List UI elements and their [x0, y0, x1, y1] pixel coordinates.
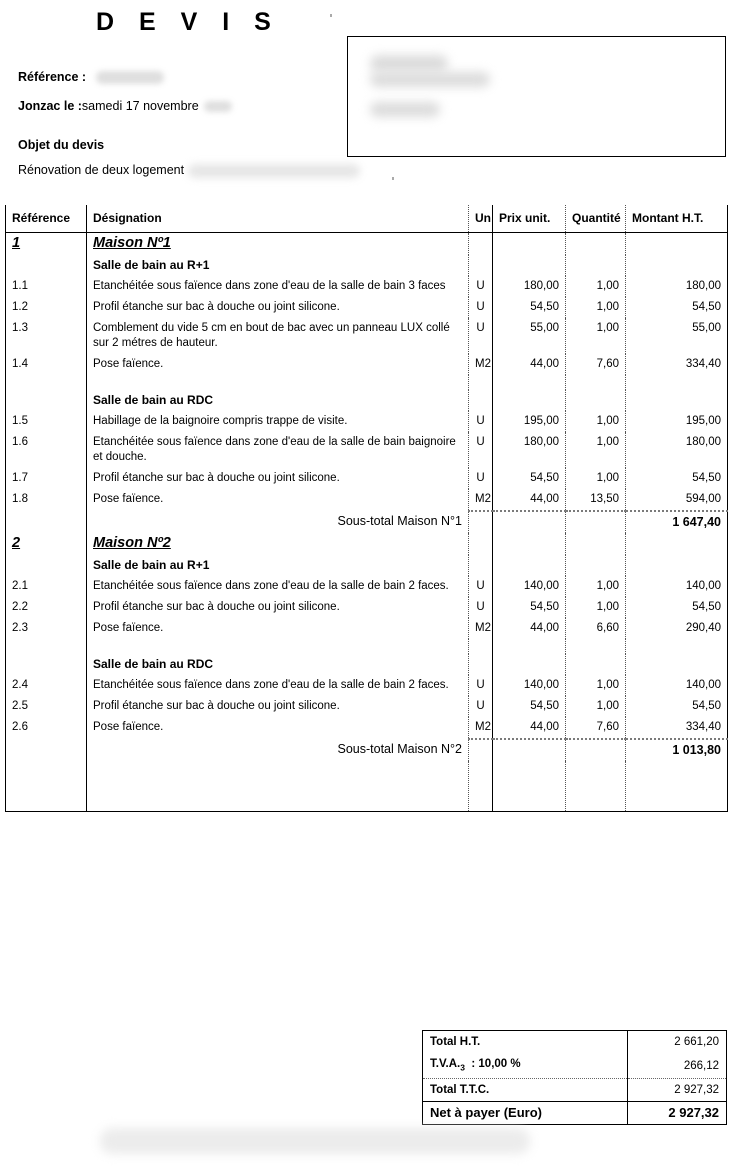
item-unit: M2: [469, 717, 493, 739]
stray-mark-top: [330, 14, 332, 17]
item-reference: 1.7: [6, 468, 87, 489]
totals-box: [422, 1030, 727, 1125]
totals-table: [423, 1031, 726, 1124]
table-row: [6, 675, 728, 696]
spacer-amount: [626, 375, 728, 390]
item-designation: Profil étanche sur bac à douche ou joint silicone.: [87, 597, 469, 618]
item-reference: 2.1: [6, 576, 87, 597]
item-amount: 54,50: [626, 597, 728, 618]
group-heading-row: [6, 555, 728, 576]
stray-mark-mid: [392, 177, 394, 180]
section-price: [493, 233, 566, 256]
subtotal-value: 1 647,40: [626, 511, 728, 533]
table-tail-row: [6, 761, 728, 812]
item-designation: Etanchéitée sous faïence dans zone d'eau de la salle de bain baignoire et douche.: [87, 432, 469, 468]
subtotal-ref: [6, 511, 87, 533]
tva-label-rate: : 10,00 %: [471, 1058, 521, 1070]
col-header-amount: Montant H.T.: [626, 205, 728, 233]
item-quantity: 1,00: [566, 297, 626, 318]
item-unit: M2: [469, 354, 493, 375]
section-amount: [626, 533, 728, 555]
section-name: Maison Nº1: [93, 235, 171, 251]
table-row: [6, 618, 728, 639]
item-reference: 1.5: [6, 411, 87, 432]
item-designation: Pose faïence.: [87, 354, 469, 375]
item-unit-price: 54,50: [493, 297, 566, 318]
subtotal-row: [6, 511, 728, 533]
section-number-cell: [6, 233, 87, 256]
item-unit: U: [469, 468, 493, 489]
total-ttc-label: Total T.T.C.: [423, 1079, 627, 1102]
item-amount: 334,40: [626, 354, 728, 375]
table-row: [6, 696, 728, 717]
group-unit: [469, 654, 493, 675]
table-header-row: [6, 205, 728, 233]
item-amount: 594,00: [626, 489, 728, 511]
net-to-pay-value: 2 927,32: [627, 1102, 726, 1125]
table-row: [6, 276, 728, 297]
subtotal-price: [493, 511, 566, 533]
section-row: [6, 233, 728, 256]
net-to-pay-row: [423, 1102, 726, 1125]
item-unit-price: 44,00: [493, 354, 566, 375]
group-amount: [626, 255, 728, 276]
item-unit: U: [469, 597, 493, 618]
table-row: [6, 597, 728, 618]
group-heading-ref: [6, 255, 87, 276]
group-qty: [566, 390, 626, 411]
address-box: [347, 36, 726, 157]
item-reference: 1.8: [6, 489, 87, 511]
item-amount: 54,50: [626, 468, 728, 489]
tva-value: 266,12: [627, 1053, 726, 1079]
item-reference: 1.3: [6, 318, 87, 354]
section-amount: [626, 233, 728, 256]
address-redaction-1: [370, 55, 448, 72]
item-unit: U: [469, 576, 493, 597]
group-qty: [566, 555, 626, 576]
item-unit-price: 54,50: [493, 468, 566, 489]
section-number: 2: [12, 535, 21, 551]
item-reference: 2.4: [6, 675, 87, 696]
spacer-price: [493, 375, 566, 390]
item-quantity: 1,00: [566, 468, 626, 489]
section-name-cell: [87, 533, 469, 555]
section-row: [6, 533, 728, 555]
total-ttc-row: [423, 1079, 726, 1102]
spacer-des: [87, 375, 469, 390]
object-text-line: [18, 163, 360, 178]
item-unit: M2: [469, 489, 493, 511]
item-quantity: 1,00: [566, 318, 626, 354]
group-price: [493, 555, 566, 576]
group-price: [493, 255, 566, 276]
item-designation: Etanchéitée sous faïence dans zone d'eau de la salle de bain 3 faces: [87, 276, 469, 297]
tail-amount: [626, 761, 728, 812]
item-quantity: 7,60: [566, 354, 626, 375]
section-number-cell: [6, 533, 87, 555]
table-row: [6, 411, 728, 432]
address-redaction-2: [370, 72, 490, 87]
item-unit: U: [469, 318, 493, 354]
item-amount: 195,00: [626, 411, 728, 432]
total-ttc-value: 2 927,32: [627, 1079, 726, 1102]
subtotal-unit: [469, 739, 493, 761]
col-header-unit-price: Prix unit.: [493, 205, 566, 233]
item-unit: M2: [469, 618, 493, 639]
table-row: [6, 717, 728, 739]
item-amount: 140,00: [626, 675, 728, 696]
group-unit: [469, 555, 493, 576]
table-row: [6, 576, 728, 597]
item-designation: Profil étanche sur bac à douche ou joint silicone.: [87, 297, 469, 318]
item-quantity: 1,00: [566, 432, 626, 468]
item-quantity: 1,00: [566, 675, 626, 696]
group-heading-label: Salle de bain au R+1: [87, 255, 469, 276]
table-header: [6, 205, 728, 233]
group-heading-row: [6, 390, 728, 411]
reference-line: [18, 70, 164, 84]
table-row: [6, 468, 728, 489]
address-redaction-3: [370, 102, 440, 117]
spacer-ref: [6, 375, 87, 390]
item-reference: 1.1: [6, 276, 87, 297]
item-designation: Habillage de la baignoire compris trappe de visite.: [87, 411, 469, 432]
item-unit-price: 54,50: [493, 597, 566, 618]
footer-redaction: [100, 1128, 530, 1154]
item-amount: 55,00: [626, 318, 728, 354]
item-unit-price: 140,00: [493, 576, 566, 597]
section-qty: [566, 233, 626, 256]
page-title: D E V I S: [96, 8, 280, 36]
total-ht-label: Total H.T.: [430, 1036, 481, 1048]
group-heading-ref: [6, 555, 87, 576]
group-heading-ref: [6, 390, 87, 411]
item-reference: 2.3: [6, 618, 87, 639]
col-header-reference: Référence: [6, 205, 87, 233]
total-ht-value: 2 661,20: [627, 1031, 726, 1053]
item-designation: Etanchéitée sous faïence dans zone d'eau de la salle de bain 2 faces.: [87, 675, 469, 696]
group-qty: [566, 654, 626, 675]
section-number: 1: [12, 235, 21, 251]
section-unit: [469, 533, 493, 555]
object-redacted-value: [188, 164, 360, 178]
spacer-price: [493, 639, 566, 654]
subtotal-label: Sous-total Maison N°2: [87, 739, 469, 761]
item-unit-price: 55,00: [493, 318, 566, 354]
item-amount: 290,40: [626, 618, 728, 639]
subtotal-ref: [6, 739, 87, 761]
reference-label: Référence :: [18, 70, 87, 84]
table-row: [6, 318, 728, 354]
group-unit: [469, 255, 493, 276]
tva-label: [423, 1053, 627, 1079]
item-reference: 1.6: [6, 432, 87, 468]
net-to-pay-label: Net à payer (Euro): [423, 1102, 627, 1125]
reference-redacted-value: [96, 71, 164, 84]
item-quantity: 6,60: [566, 618, 626, 639]
item-reference: 2.5: [6, 696, 87, 717]
spacer-unit: [469, 375, 493, 390]
group-amount: [626, 390, 728, 411]
item-designation: Pose faïence.: [87, 618, 469, 639]
item-unit-price: 195,00: [493, 411, 566, 432]
tail-price: [493, 761, 566, 812]
item-reference: 1.4: [6, 354, 87, 375]
subtotal-price: [493, 739, 566, 761]
item-designation: Comblement du vide 5 cm en bout de bac avec un panneau LUX collé sur 2 métres de hauteur.: [87, 318, 469, 354]
spacer-qty: [566, 639, 626, 654]
col-header-unit: Un: [469, 205, 493, 233]
tail-des: [87, 761, 469, 812]
group-unit: [469, 390, 493, 411]
spacer-amount: [626, 639, 728, 654]
tail-qty: [566, 761, 626, 812]
item-reference: 2.2: [6, 597, 87, 618]
item-reference: 1.2: [6, 297, 87, 318]
item-designation: Pose faïence.: [87, 717, 469, 739]
subtotal-unit: [469, 511, 493, 533]
section-price: [493, 533, 566, 555]
row-spacer: [6, 375, 728, 390]
item-unit-price: 140,00: [493, 675, 566, 696]
group-amount: [626, 555, 728, 576]
spacer-unit: [469, 639, 493, 654]
item-amount: 54,50: [626, 297, 728, 318]
date-line: [18, 99, 232, 113]
item-unit-price: 180,00: [493, 276, 566, 297]
spacer-qty: [566, 375, 626, 390]
item-unit-price: 44,00: [493, 618, 566, 639]
tail-unit: [469, 761, 493, 812]
group-qty: [566, 255, 626, 276]
group-heading-label: Salle de bain au RDC: [87, 390, 469, 411]
row-spacer: [6, 639, 728, 654]
object-text: Rénovation de deux logement: [18, 163, 185, 177]
tva-row: [423, 1053, 726, 1079]
item-reference: 2.6: [6, 717, 87, 739]
group-price: [493, 390, 566, 411]
subtotal-label: Sous-total Maison N°1: [87, 511, 469, 533]
section-name: Maison Nº2: [93, 535, 171, 551]
section-name-cell: [87, 233, 469, 256]
item-unit-price: 54,50: [493, 696, 566, 717]
item-designation: Etanchéitée sous faïence dans zone d'eau de la salle de bain 2 faces.: [87, 576, 469, 597]
item-amount: 54,50: [626, 696, 728, 717]
item-unit: U: [469, 675, 493, 696]
item-unit: U: [469, 276, 493, 297]
city-label: Jonzac le :: [18, 99, 82, 113]
item-designation: Profil étanche sur bac à douche ou joint silicone.: [87, 468, 469, 489]
col-header-quantity: Quantité: [566, 205, 626, 233]
item-amount: 334,40: [626, 717, 728, 739]
section-qty: [566, 533, 626, 555]
items-table: [5, 205, 728, 812]
subtotal-value: 1 013,80: [626, 739, 728, 761]
table-row: [6, 432, 728, 468]
subtotal-qty: [566, 739, 626, 761]
spacer-ref: [6, 639, 87, 654]
subtotal-row: [6, 739, 728, 761]
item-designation: Pose faïence.: [87, 489, 469, 511]
total-ht-row: [423, 1031, 726, 1053]
section-unit: [469, 233, 493, 256]
group-amount: [626, 654, 728, 675]
item-unit: U: [469, 696, 493, 717]
item-unit: U: [469, 297, 493, 318]
item-quantity: 1,00: [566, 696, 626, 717]
item-unit-price: 44,00: [493, 717, 566, 739]
group-heading-row: [6, 654, 728, 675]
item-unit: U: [469, 432, 493, 468]
table-body: [6, 233, 728, 812]
group-heading-row: [6, 255, 728, 276]
item-unit-price: 180,00: [493, 432, 566, 468]
item-unit: U: [469, 411, 493, 432]
item-designation: Profil étanche sur bac à douche ou joint silicone.: [87, 696, 469, 717]
item-quantity: 1,00: [566, 411, 626, 432]
object-label: Objet du devis: [18, 138, 105, 152]
subtotal-qty: [566, 511, 626, 533]
tva-label-main: T.V.A.: [430, 1058, 461, 1070]
group-heading-label: Salle de bain au R+1: [87, 555, 469, 576]
item-quantity: 1,00: [566, 597, 626, 618]
tail-ref: [6, 761, 87, 812]
item-quantity: 13,50: [566, 489, 626, 511]
item-quantity: 1,00: [566, 576, 626, 597]
item-unit-price: 44,00: [493, 489, 566, 511]
year-redacted-value: [204, 101, 232, 112]
table-row: [6, 489, 728, 511]
tva-label-sub: 3: [460, 1062, 465, 1073]
table-row: [6, 297, 728, 318]
group-heading-ref: [6, 654, 87, 675]
group-price: [493, 654, 566, 675]
item-amount: 180,00: [626, 276, 728, 297]
table-row: [6, 354, 728, 375]
group-heading-label: Salle de bain au RDC: [87, 654, 469, 675]
item-amount: 140,00: [626, 576, 728, 597]
item-amount: 180,00: [626, 432, 728, 468]
date-value: samedi 17 novembre: [81, 99, 199, 113]
item-quantity: 7,60: [566, 717, 626, 739]
item-quantity: 1,00: [566, 276, 626, 297]
spacer-des: [87, 639, 469, 654]
col-header-designation: Désignation: [87, 205, 469, 233]
